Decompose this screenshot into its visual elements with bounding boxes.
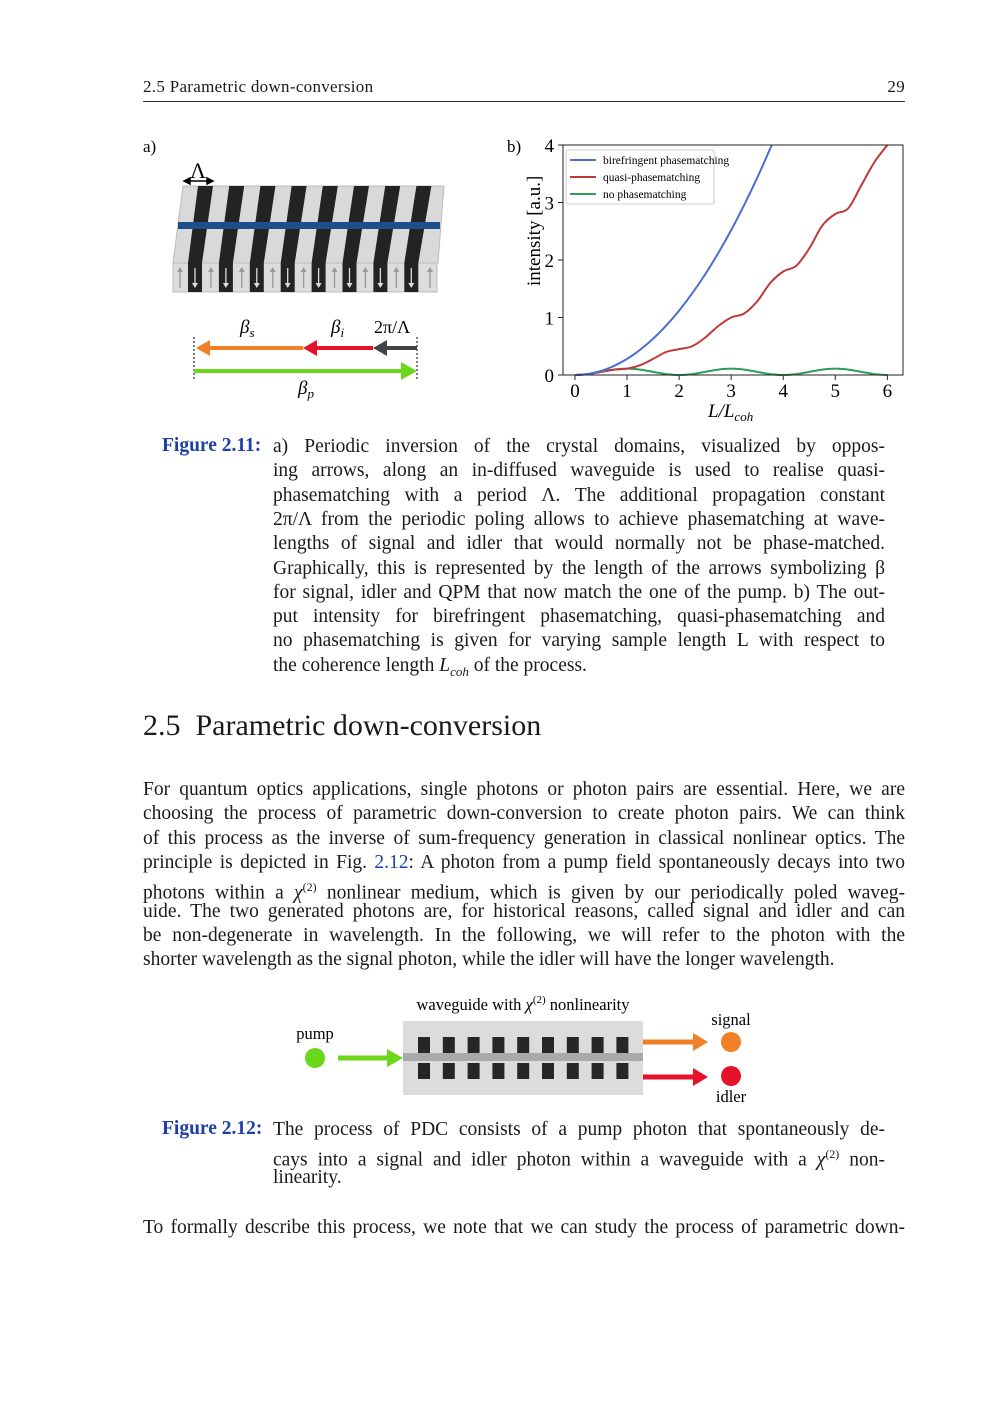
qpm-label: 2π/Λ — [374, 317, 411, 337]
caption-line: Graphically, this is represented by the length of the arrows symbolizing β — [273, 557, 885, 579]
panel-label-b: b) — [507, 137, 522, 156]
x-tick-label: 2 — [674, 381, 684, 402]
waveguide-core — [403, 1053, 643, 1061]
x-tick-label: 4 — [778, 381, 788, 402]
running-header-section: 2.5 Parametric down-conversion — [143, 77, 374, 96]
y-tick-label: 1 — [544, 308, 554, 330]
x-tick-label: 0 — [570, 381, 580, 402]
pump-label: pump — [296, 1024, 334, 1043]
paragraph-formal-description: To formally describe this process, we note that we can study the process of parametric down- — [143, 1217, 905, 1238]
page-number: 29 — [887, 77, 905, 96]
x-tick-label: 5 — [830, 381, 841, 402]
pump-arrow — [387, 1049, 403, 1067]
caption-line: phasematching with a period Λ. The additional propagation constant — [273, 484, 885, 506]
caption-line: 2π/Λ from the periodic poling allows to achieve phasematching at wave- — [273, 508, 885, 530]
legend-label: birefringent phasematching — [603, 155, 730, 167]
caption-line: no phasematching is given for varying sample length L with respect to — [273, 630, 885, 652]
figure-2-12-label: Figure 2.12: — [162, 1118, 263, 1139]
x-tick-label: 6 — [882, 381, 893, 402]
paragraph-line: uide. The two generated photons are, for historical reasons, called signal and idler and can — [143, 900, 905, 922]
paragraph-line: be non-degenerate in wavelength. In the following, we will refer to the photon with the — [143, 924, 905, 946]
beta-s-label: $\beta_s$ — [240, 317, 255, 340]
paragraph-line: photons within a $\chi^{(2)}$ nonlinear medium, which is given by our periodically poled waveg- — [143, 880, 905, 904]
panel-label-a: a) — [143, 137, 157, 156]
paragraph-line: choosing the process of parametric down-conversion to create photon pairs. We can think — [143, 803, 905, 825]
paragraph-line: of this process as the inverse of sum-frequency generation in classical nonlinear optics. The — [143, 827, 905, 849]
pump-photon — [305, 1048, 325, 1068]
y-tick-label: 3 — [544, 193, 554, 215]
y-tick-label: 2 — [544, 251, 554, 272]
document-page: 2.5 Parametric down-conversion 29 a) Λ $\beta_s$ $\beta_i$ 2π/Λ $\beta_p$ b) birefringent phasematching quasi-phasematching no phasematching intensity [a.u.] $L/L_{coh}$ 0 1 2 3 4 5 6 0 1 2 3 4 Figure 2.11: a) Periodic inversion of the crystal domains, visualized by oppos- ing arrows, along an in-diffused waveguide is used to realise quasi- phasematching with a period Λ. The additional propagation constant 2π/Λ from the periodic poling allows to achieve phasematching at wave- lengths of signal and idler that would normally not be phase-matched. Graphically, this is represented by the length of the arrows symbolizing β for signal, idler and QPM that now match the one of the pump. b) The out- put intensity for birefringent phasematching, quasi-phasematching and no phasematching is given for varying sample length L with respect to the coherence length $L_{coh}$ of the process. 2.5 Parametric down-conversion For quantum optics applications, single photons or photon pairs are essential. Here, we are choosing the process of parametric down-conversion to create photon pairs. We can think of this process as the inverse of sum-frequency generation in classical nonlinear optics. The principle is depicted in Fig. 2.12: A photon from a pump field spontaneously decays into two photons within a $\chi^{(2)}$ nonlinear medium, which is given by our periodically poled waveg- uide. The two generated photons are, for historical reasons, called signal and idler and can be non-degenerate in wavelength. In the following, we will refer to the photon with the shorter wavelength as the signal photon, while the idler will have the longer wavelength. waveguide with $\chi^{(2)}$ nonlinearity pump signal idler Figure 2.12: The process of PDC consists of a pump photon that spontaneously de- cays into a signal and idler photon within a waveguide with a $\chi^{(2)}$ non- linearity. To formally describe this process, we note that we can study the process of parametric down- — [0, 0, 1000, 1414]
idler-arrow — [693, 1068, 708, 1086]
signal-label: signal — [711, 1010, 751, 1029]
caption-line: put intensity for birefringent phasematching, quasi-phasematching and — [273, 606, 885, 628]
figure-2-12-pdc-diagram — [280, 985, 780, 1110]
section-heading: 2.5 Parametric down-conversion — [143, 709, 542, 742]
y-tick-label: 4 — [544, 136, 554, 157]
caption-line: lengths of signal and idler that would normally not be phase-matched. — [273, 533, 885, 555]
beta-p-label: $\beta_p$ — [298, 378, 314, 401]
caption-line: the coherence length $L_{coh}$ of the process. — [273, 654, 587, 679]
signal-photon — [721, 1032, 741, 1052]
caption-line: for signal, idler and QPM that now match the one of the pump. b) The out- — [273, 581, 885, 603]
waveguide-title: waveguide with $\chi^{(2)}$ nonlinearity — [416, 994, 630, 1014]
figure-2-11a-qpm-crystal — [0, 0, 500, 420]
signal-arrow — [693, 1033, 708, 1051]
paragraph-line: For quantum optics applications, single photons or photon pairs are essential. Here, we are — [143, 779, 905, 800]
beta-i-label: $\beta_i$ — [331, 317, 345, 340]
lambda-label: Λ — [190, 158, 206, 183]
pump-beta-arrow — [401, 362, 417, 380]
caption-line: ing arrows, along an in-diffused waveguide is used to realise quasi- — [273, 460, 885, 482]
figure-2-11-label: Figure 2.11: — [162, 435, 262, 456]
x-tick-label: 1 — [622, 381, 632, 402]
figure-2-12-link[interactable]: 2.12 — [374, 851, 409, 873]
y-tick-label: 0 — [544, 366, 554, 387]
idler-photon — [721, 1066, 741, 1086]
x-tick-label: 3 — [726, 381, 736, 402]
x-axis-label: $L/L_{coh}$ — [708, 401, 754, 424]
crystal-front-face — [173, 263, 437, 292]
paragraph-line: principle is depicted in Fig. 2.12: A photon from a pump field spontaneously decays into two — [143, 851, 905, 873]
legend-label: quasi-phasematching — [603, 172, 701, 184]
legend — [566, 150, 729, 204]
caption-line: a) Periodic inversion of the crystal domains, visualized by oppos- — [273, 436, 885, 457]
paragraph-line: shorter wavelength as the signal photon, while the idler will have the longer wavelength. — [143, 949, 835, 971]
qpm-arrow — [373, 340, 387, 356]
y-axis-label: intensity [a.u.] — [524, 175, 545, 286]
momentum-arrows — [194, 337, 417, 381]
idler-beta-arrow — [303, 340, 317, 356]
waveguide-channel — [178, 222, 440, 229]
legend-label: no phasematching — [603, 189, 687, 201]
figure-2-11b-intensity-chart — [490, 120, 920, 430]
signal-beta-arrow — [196, 340, 210, 356]
idler-label: idler — [715, 1087, 747, 1106]
